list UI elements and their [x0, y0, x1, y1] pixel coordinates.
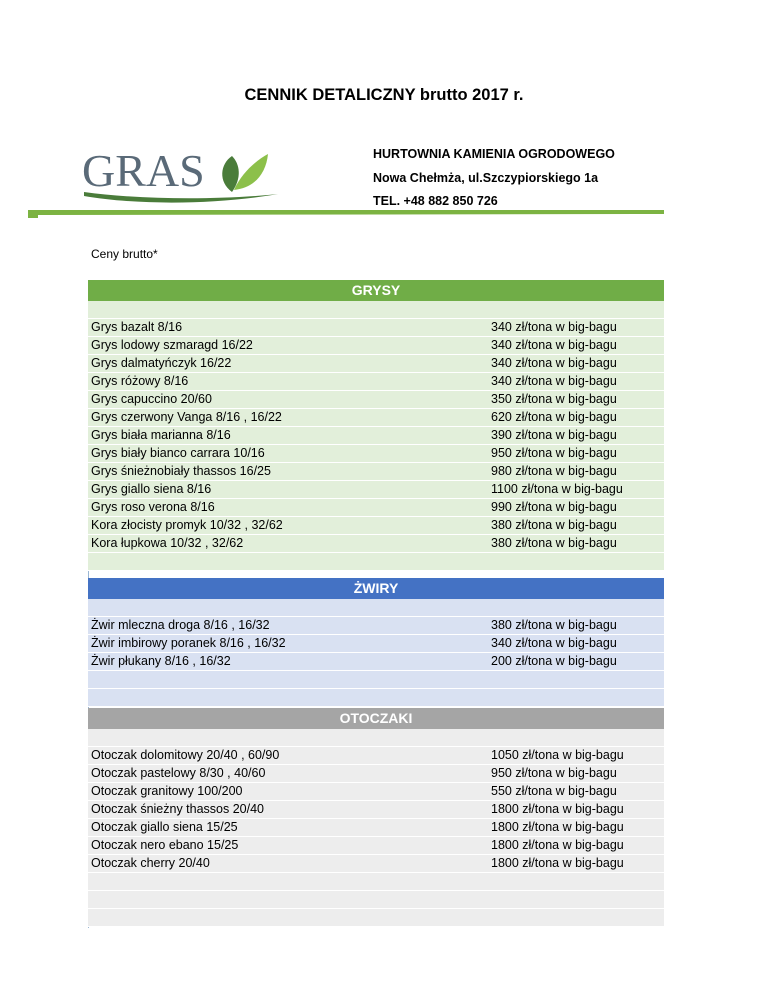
- item-name: Grys biała marianna 8/16: [91, 428, 231, 442]
- table-row: [88, 535, 664, 553]
- item-price: 1800 zł/tona w big-bagu: [491, 820, 624, 834]
- item-price: 340 zł/tona w big-bagu: [491, 338, 617, 352]
- table-row: [88, 427, 664, 445]
- table-row: [88, 801, 664, 819]
- item-price: 340 zł/tona w big-bagu: [491, 636, 617, 650]
- section-otoczaki: [88, 708, 664, 927]
- item-price: 200 zł/tona w big-bagu: [491, 654, 617, 668]
- item-name: Otoczak śnieżny thassos 20/40: [91, 802, 265, 816]
- table-row: [88, 445, 664, 463]
- table-row: [88, 653, 664, 671]
- item-price: 550 zł/tona w big-bagu: [491, 784, 617, 798]
- item-price: 380 zł/tona w big-bagu: [491, 518, 617, 532]
- blank-row: [88, 671, 664, 689]
- page-title: CENNIK DETALICZNY brutto 2017 r.: [244, 86, 524, 104]
- blank-row: [88, 689, 664, 707]
- blank-row: [88, 873, 664, 891]
- item-price: 340 zł/tona w big-bagu: [491, 320, 617, 334]
- item-name: Grys biały bianco carrara 10/16: [91, 446, 265, 460]
- table-row: [88, 319, 664, 337]
- item-name: Żwir mleczna droga 8/16 , 16/32: [91, 618, 270, 632]
- blank-row: [88, 599, 664, 617]
- item-name: Grys bazalt 8/16: [91, 320, 183, 334]
- item-price: 380 zł/tona w big-bagu: [491, 618, 617, 632]
- item-price: 620 zł/tona w big-bagu: [491, 410, 617, 424]
- leaf-icon: [222, 154, 268, 192]
- table-row: [88, 517, 664, 535]
- company-address: Nowa Chełmża, ul.Szczypiorskiego 1a: [373, 171, 599, 185]
- blank-row: [88, 891, 664, 909]
- table-row: [88, 635, 664, 653]
- blank-row: [88, 301, 664, 319]
- table-row: [88, 409, 664, 427]
- table-row: [88, 837, 664, 855]
- company-name: HURTOWNIA KAMIENIA OGRODOWEGO: [373, 147, 615, 161]
- blank-row: [88, 729, 664, 747]
- item-name: Żwir płukany 8/16 , 16/32: [91, 654, 231, 668]
- item-price: 340 zł/tona w big-bagu: [491, 374, 617, 388]
- item-price: 1800 zł/tona w big-bagu: [491, 856, 624, 870]
- table-row: [88, 783, 664, 801]
- item-price: 1050 zł/tona w big-bagu: [491, 748, 624, 762]
- price-note: Ceny brutto*: [91, 247, 158, 261]
- item-price: 980 zł/tona w big-bagu: [491, 464, 617, 478]
- table-row: [88, 819, 664, 837]
- table-row: [88, 855, 664, 873]
- item-name: Kora łupkowa 10/32 , 32/62: [91, 536, 244, 550]
- company-phone: TEL. +48 882 850 726: [373, 194, 498, 208]
- item-name: Otoczak granitowy 100/200: [91, 784, 243, 798]
- item-name: Grys giallo siena 8/16: [91, 482, 212, 496]
- item-name: Otoczak nero ebano 15/25: [91, 838, 239, 852]
- table-row: [88, 747, 664, 765]
- item-name: Grys dalmatyńczyk 16/22: [91, 356, 232, 370]
- gras-logo: [82, 142, 282, 206]
- item-name: Grys czerwony Vanga 8/16 , 16/22: [91, 410, 282, 424]
- item-price: 1800 zł/tona w big-bagu: [491, 802, 624, 816]
- table-row: [88, 355, 664, 373]
- item-name: Grys śnieżnobiały thassos 16/25: [91, 464, 271, 478]
- item-name: Kora złocisty promyk 10/32 , 32/62: [91, 518, 283, 532]
- section-grysy: [88, 280, 664, 571]
- item-name: Grys capuccino 20/60: [91, 392, 212, 406]
- table-row: [88, 617, 664, 635]
- item-name: Otoczak cherry 20/40: [91, 856, 210, 870]
- blank-row: [88, 909, 664, 927]
- logo-text: GRAS: [82, 145, 205, 196]
- item-price: 950 zł/tona w big-bagu: [491, 766, 617, 780]
- item-price: 1800 zł/tona w big-bagu: [491, 838, 624, 852]
- green-divider: [28, 210, 664, 218]
- item-name: Otoczak giallo siena 15/25: [91, 820, 238, 834]
- item-price: 990 zł/tona w big-bagu: [491, 500, 617, 514]
- table-row: [88, 463, 664, 481]
- item-price: 390 zł/tona w big-bagu: [491, 428, 617, 442]
- item-price: 950 zł/tona w big-bagu: [491, 446, 617, 460]
- item-price: 380 zł/tona w big-bagu: [491, 536, 617, 550]
- table-row: [88, 765, 664, 783]
- section-heading: GRYSY: [88, 280, 664, 301]
- item-name: Grys roso verona 8/16: [91, 500, 215, 514]
- table-row: [88, 481, 664, 499]
- table-row: [88, 373, 664, 391]
- section-heading: OTOCZAKI: [88, 708, 664, 729]
- item-price: 350 zł/tona w big-bagu: [491, 392, 617, 406]
- item-price: 1100 zł/tona w big-bagu: [491, 482, 623, 496]
- section-heading: ŻWIRY: [88, 578, 664, 599]
- table-row: [88, 499, 664, 517]
- table-row: [88, 337, 664, 355]
- item-name: Żwir imbirowy poranek 8/16 , 16/32: [91, 636, 286, 650]
- item-price: 340 zł/tona w big-bagu: [491, 356, 617, 370]
- section-zwiry: [88, 578, 664, 707]
- blank-row: [88, 553, 664, 571]
- item-name: Otoczak dolomitowy 20/40 , 60/90: [91, 748, 280, 762]
- item-name: Grys lodowy szmaragd 16/22: [91, 338, 253, 352]
- table-row: [88, 391, 664, 409]
- item-name: Grys różowy 8/16: [91, 374, 189, 388]
- item-name: Otoczak pastelowy 8/30 , 40/60: [91, 766, 266, 780]
